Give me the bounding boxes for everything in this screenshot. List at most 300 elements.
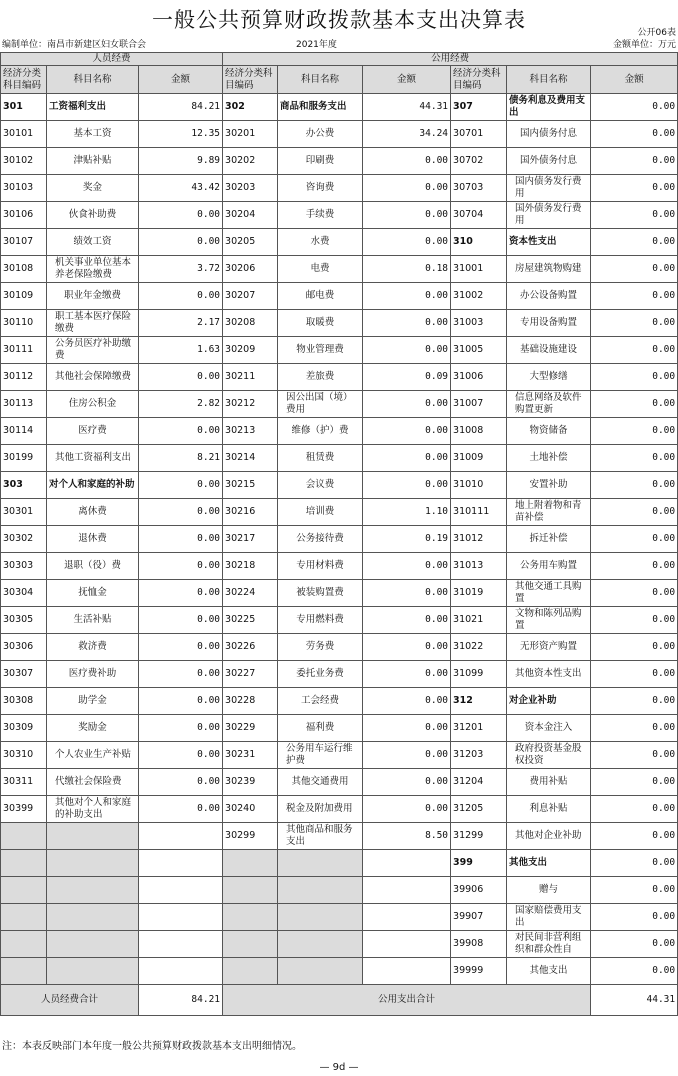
account-name: 职工基本医疗保险缴费 — [47, 310, 139, 337]
table-row — [1, 607, 678, 634]
page-title: 一般公共预算财政拨款基本支出决算表 — [152, 8, 526, 32]
amount: 0.00 — [363, 769, 451, 796]
amount: 0.00 — [591, 823, 678, 850]
amount: 0.00 — [591, 877, 678, 904]
header-name: 科目名称 — [278, 66, 363, 94]
amount: 0.00 — [363, 661, 451, 688]
amount: 0.00 — [139, 418, 223, 445]
account-code: 30308 — [1, 688, 47, 715]
amount: 0.00 — [363, 229, 451, 256]
amount: 0.00 — [363, 742, 451, 769]
account-code: 30213 — [223, 418, 278, 445]
amount: 0.00 — [591, 256, 678, 283]
account-name: 工会经费 — [278, 688, 363, 715]
table-row — [1, 283, 678, 310]
amount: 0.00 — [363, 580, 451, 607]
personnel-total-amount: 84.21 — [139, 985, 223, 1016]
account-code: 301 — [1, 94, 47, 121]
amount: 0.00 — [139, 769, 223, 796]
amount: 0.00 — [591, 202, 678, 229]
amount: 0.00 — [591, 634, 678, 661]
account-name: 国外债务发行费用 — [507, 202, 591, 229]
amount: 0.00 — [363, 148, 451, 175]
account-name: 津贴补贴 — [47, 148, 139, 175]
account-name: 劳务费 — [278, 634, 363, 661]
table-row — [1, 202, 678, 229]
account-code: 30114 — [1, 418, 47, 445]
amount: 0.00 — [139, 580, 223, 607]
account-name: 其他对企业补助 — [507, 823, 591, 850]
account-code: 30112 — [1, 364, 47, 391]
amount — [363, 904, 451, 931]
account-name: 办公设备购置 — [507, 283, 591, 310]
account-name: 公务用车购置 — [507, 553, 591, 580]
currency-unit: 金额单位：万元 — [612, 40, 676, 50]
amount: 0.00 — [591, 499, 678, 526]
amount: 1.63 — [139, 337, 223, 364]
account-code: 31010 — [451, 472, 507, 499]
account-code — [1, 904, 47, 931]
table-row — [1, 256, 678, 283]
account-name: 电费 — [278, 256, 363, 283]
account-name: 其他支出 — [507, 958, 591, 985]
account-name: 利息补贴 — [507, 796, 591, 823]
amount: 0.00 — [591, 121, 678, 148]
amount — [363, 958, 451, 985]
account-name: 其他商品和服务支出 — [278, 823, 363, 850]
amount — [363, 931, 451, 958]
account-name — [278, 958, 363, 985]
account-name: 公务接待费 — [278, 526, 363, 553]
amount: 0.00 — [591, 229, 678, 256]
table-row — [1, 526, 678, 553]
account-code: 31006 — [451, 364, 507, 391]
amount: 0.00 — [363, 715, 451, 742]
account-code: 30199 — [1, 445, 47, 472]
account-code: 31022 — [451, 634, 507, 661]
table-row — [1, 472, 678, 499]
amount: 0.00 — [139, 796, 223, 823]
account-code: 31001 — [451, 256, 507, 283]
amount: 0.00 — [363, 445, 451, 472]
account-name — [278, 904, 363, 931]
amount: 9.89 — [139, 148, 223, 175]
account-code: 30201 — [223, 121, 278, 148]
account-name: 无形资产购置 — [507, 634, 591, 661]
account-name: 物资储备 — [507, 418, 591, 445]
account-code: 31005 — [451, 337, 507, 364]
amount: 0.00 — [591, 715, 678, 742]
amount: 3.72 — [139, 256, 223, 283]
account-code — [1, 823, 47, 850]
amount: 0.00 — [139, 364, 223, 391]
table-row — [1, 121, 678, 148]
account-name: 会议费 — [278, 472, 363, 499]
amount: 0.00 — [139, 715, 223, 742]
account-name: 奖金 — [47, 175, 139, 202]
account-code: 31299 — [451, 823, 507, 850]
account-code: 31204 — [451, 769, 507, 796]
account-name: 取暖费 — [278, 310, 363, 337]
account-name — [47, 958, 139, 985]
amount: 0.00 — [363, 310, 451, 337]
account-code: 30229 — [223, 715, 278, 742]
account-code: 30113 — [1, 391, 47, 418]
account-code: 30309 — [1, 715, 47, 742]
amount: 0.00 — [591, 958, 678, 985]
amount: 0.00 — [591, 391, 678, 418]
account-name: 被装购置费 — [278, 580, 363, 607]
account-code: 30106 — [1, 202, 47, 229]
header-code: 经济分类科目编码 — [223, 66, 278, 94]
account-code: 30306 — [1, 634, 47, 661]
account-code: 30209 — [223, 337, 278, 364]
account-name: 国外债务付息 — [507, 148, 591, 175]
table-row — [1, 931, 678, 958]
account-code: 30226 — [223, 634, 278, 661]
amount: 0.09 — [363, 364, 451, 391]
account-code: 30212 — [223, 391, 278, 418]
account-name: 其他工资福利支出 — [47, 445, 139, 472]
account-code: 30108 — [1, 256, 47, 283]
table-row — [1, 391, 678, 418]
amount: 0.00 — [139, 472, 223, 499]
account-name: 租赁费 — [278, 445, 363, 472]
amount: 0.00 — [591, 364, 678, 391]
table-row — [1, 310, 678, 337]
table-row — [1, 148, 678, 175]
amount: 0.00 — [139, 526, 223, 553]
account-name — [278, 850, 363, 877]
account-code: 307 — [451, 94, 507, 121]
amount: 0.00 — [591, 742, 678, 769]
amount — [363, 877, 451, 904]
header-row — [1, 66, 678, 94]
account-code — [223, 931, 278, 958]
account-code: 30214 — [223, 445, 278, 472]
account-name: 住房公积金 — [47, 391, 139, 418]
account-name: 奖励金 — [47, 715, 139, 742]
amount: 0.18 — [363, 256, 451, 283]
table-row — [1, 229, 678, 256]
account-name: 其他交通费用 — [278, 769, 363, 796]
amount: 0.00 — [363, 796, 451, 823]
amount: 0.00 — [363, 688, 451, 715]
account-name: 赠与 — [507, 877, 591, 904]
page-number: — 9d — — [319, 1062, 359, 1073]
account-code: 30310 — [1, 742, 47, 769]
account-name — [278, 931, 363, 958]
account-name: 退休费 — [47, 526, 139, 553]
header-name: 科目名称 — [47, 66, 139, 94]
amount: 0.00 — [591, 148, 678, 175]
account-name: 公务用车运行维护费 — [278, 742, 363, 769]
account-name: 个人农业生产补贴 — [47, 742, 139, 769]
header-amount: 金额 — [363, 66, 451, 94]
account-code: 39908 — [451, 931, 507, 958]
account-name: 职业年金缴费 — [47, 283, 139, 310]
account-name: 邮电费 — [278, 283, 363, 310]
account-name: 土地补偿 — [507, 445, 591, 472]
account-code: 30304 — [1, 580, 47, 607]
amount — [363, 850, 451, 877]
amount: 0.00 — [591, 850, 678, 877]
account-code: 30702 — [451, 148, 507, 175]
header-code: 经济分类科目编码 — [1, 66, 47, 94]
account-name: 因公出国（境）费用 — [278, 391, 363, 418]
account-code: 30399 — [1, 796, 47, 823]
account-name: 物业管理费 — [278, 337, 363, 364]
account-name: 维修（护）费 — [278, 418, 363, 445]
account-code: 30301 — [1, 499, 47, 526]
account-name: 对企业补助 — [507, 688, 591, 715]
amount: 0.00 — [139, 553, 223, 580]
account-code: 30228 — [223, 688, 278, 715]
account-code: 30302 — [1, 526, 47, 553]
amount: 0.00 — [591, 445, 678, 472]
amount: 1.10 — [363, 499, 451, 526]
account-code: 30204 — [223, 202, 278, 229]
account-code: 302 — [223, 94, 278, 121]
amount: 0.00 — [363, 607, 451, 634]
account-code: 30703 — [451, 175, 507, 202]
table-row — [1, 796, 678, 823]
amount: 44.31 — [363, 94, 451, 121]
table-row — [1, 634, 678, 661]
amount: 8.21 — [139, 445, 223, 472]
amount: 0.00 — [591, 688, 678, 715]
amount — [139, 877, 223, 904]
header-code: 经济分类科目编码 — [451, 66, 507, 94]
account-code: 30103 — [1, 175, 47, 202]
account-code: 30101 — [1, 121, 47, 148]
section-personnel: 人员经费 — [1, 53, 223, 66]
amount — [139, 850, 223, 877]
account-name: 专用设备购置 — [507, 310, 591, 337]
account-code: 31203 — [451, 742, 507, 769]
public-total-amount: 44.31 — [591, 985, 678, 1016]
account-code: 30704 — [451, 202, 507, 229]
account-code: 31003 — [451, 310, 507, 337]
table-row — [1, 850, 678, 877]
account-name: 债务利息及费用支出 — [507, 94, 591, 121]
amount: 0.00 — [363, 337, 451, 364]
amount: 0.00 — [591, 175, 678, 202]
amount: 84.21 — [139, 94, 223, 121]
account-code: 30701 — [451, 121, 507, 148]
account-name: 退职（役）费 — [47, 553, 139, 580]
account-code: 31019 — [451, 580, 507, 607]
account-code: 30102 — [1, 148, 47, 175]
table-row — [1, 94, 678, 121]
account-code: 30211 — [223, 364, 278, 391]
account-code: 399 — [451, 850, 507, 877]
account-name — [47, 877, 139, 904]
account-code: 30109 — [1, 283, 47, 310]
amount: 0.00 — [363, 472, 451, 499]
account-name: 机关事业单位基本养老保险缴费 — [47, 256, 139, 283]
account-name — [47, 904, 139, 931]
account-code: 310 — [451, 229, 507, 256]
amount: 0.00 — [363, 391, 451, 418]
account-code — [1, 877, 47, 904]
totals-row — [1, 985, 678, 1016]
account-name: 专用材料费 — [278, 553, 363, 580]
account-name: 安置补助 — [507, 472, 591, 499]
table-row — [1, 364, 678, 391]
account-name: 委托业务费 — [278, 661, 363, 688]
account-name: 信息网络及软件购置更新 — [507, 391, 591, 418]
account-name: 救济费 — [47, 634, 139, 661]
account-code: 30307 — [1, 661, 47, 688]
expenditure-table — [0, 52, 678, 1016]
account-code: 30231 — [223, 742, 278, 769]
account-code: 31013 — [451, 553, 507, 580]
account-code: 30218 — [223, 553, 278, 580]
account-name: 其他交通工具购置 — [507, 580, 591, 607]
account-code: 30303 — [1, 553, 47, 580]
account-name: 办公费 — [278, 121, 363, 148]
amount: 0.00 — [139, 688, 223, 715]
account-code: 30240 — [223, 796, 278, 823]
account-code: 30203 — [223, 175, 278, 202]
amount: 0.00 — [591, 310, 678, 337]
account-name: 离休费 — [47, 499, 139, 526]
amount: 0.00 — [139, 202, 223, 229]
account-name: 国内债务付息 — [507, 121, 591, 148]
account-code: 30207 — [223, 283, 278, 310]
footnote: 注：本表反映部门本年度一般公共预算财政拨款基本支出明细情况。 — [2, 1041, 302, 1052]
account-name: 其他支出 — [507, 850, 591, 877]
account-code: 30205 — [223, 229, 278, 256]
account-name: 工资福利支出 — [47, 94, 139, 121]
account-name: 商品和服务支出 — [278, 94, 363, 121]
account-name: 伙食补助费 — [47, 202, 139, 229]
account-name: 生活补贴 — [47, 607, 139, 634]
amount: 0.00 — [591, 661, 678, 688]
amount: 2.82 — [139, 391, 223, 418]
table-row — [1, 877, 678, 904]
account-code — [223, 958, 278, 985]
amount: 0.00 — [139, 283, 223, 310]
account-name — [278, 877, 363, 904]
account-code: 30110 — [1, 310, 47, 337]
account-name: 其他对个人和家庭的补助支出 — [47, 796, 139, 823]
table-row — [1, 715, 678, 742]
account-code: 30216 — [223, 499, 278, 526]
account-code: 30217 — [223, 526, 278, 553]
account-code: 30202 — [223, 148, 278, 175]
table-row — [1, 553, 678, 580]
account-name — [47, 823, 139, 850]
account-code: 30107 — [1, 229, 47, 256]
amount: 0.00 — [591, 526, 678, 553]
account-code: 30206 — [223, 256, 278, 283]
account-name: 对个人和家庭的补助 — [47, 472, 139, 499]
amount — [139, 904, 223, 931]
account-name: 其他资本性支出 — [507, 661, 591, 688]
account-code: 31012 — [451, 526, 507, 553]
account-code: 30227 — [223, 661, 278, 688]
account-code: 31009 — [451, 445, 507, 472]
account-code: 30305 — [1, 607, 47, 634]
amount: 0.00 — [363, 418, 451, 445]
amount: 0.00 — [591, 283, 678, 310]
account-name: 培训费 — [278, 499, 363, 526]
amount: 0.00 — [591, 796, 678, 823]
amount: 0.00 — [139, 634, 223, 661]
account-name: 手续费 — [278, 202, 363, 229]
account-name: 绩效工资 — [47, 229, 139, 256]
account-code — [1, 931, 47, 958]
amount: 0.00 — [363, 175, 451, 202]
account-name: 大型修缮 — [507, 364, 591, 391]
account-name: 房屋建筑物购建 — [507, 256, 591, 283]
amount: 34.24 — [363, 121, 451, 148]
compiling-unit: 编制单位：南昌市新建区妇女联合会 — [2, 40, 147, 50]
account-name: 资本性支出 — [507, 229, 591, 256]
account-code — [223, 904, 278, 931]
amount: 0.00 — [591, 337, 678, 364]
amount: 0.00 — [591, 94, 678, 121]
account-code: 30208 — [223, 310, 278, 337]
amount: 8.50 — [363, 823, 451, 850]
account-code: 39906 — [451, 877, 507, 904]
table-row — [1, 175, 678, 202]
account-code: 312 — [451, 688, 507, 715]
account-name: 助学金 — [47, 688, 139, 715]
table-row — [1, 904, 678, 931]
amount: 0.00 — [591, 472, 678, 499]
account-code: 30224 — [223, 580, 278, 607]
account-code: 30111 — [1, 337, 47, 364]
personnel-total-label: 人员经费合计 — [1, 985, 139, 1016]
account-name: 抚恤金 — [47, 580, 139, 607]
amount — [139, 958, 223, 985]
account-name: 拆迁补偿 — [507, 526, 591, 553]
account-name: 医疗费补助 — [47, 661, 139, 688]
section-public: 公用经费 — [223, 53, 678, 66]
account-name: 印刷费 — [278, 148, 363, 175]
amount: 0.00 — [591, 607, 678, 634]
amount: 0.00 — [139, 607, 223, 634]
account-name: 国内债务发行费用 — [507, 175, 591, 202]
account-name: 差旅费 — [278, 364, 363, 391]
amount — [139, 931, 223, 958]
table-row — [1, 958, 678, 985]
account-code: 310111 — [451, 499, 507, 526]
account-code — [1, 958, 47, 985]
amount: 12.35 — [139, 121, 223, 148]
account-code — [223, 850, 278, 877]
table-row — [1, 661, 678, 688]
account-code: 30299 — [223, 823, 278, 850]
account-name: 咨询费 — [278, 175, 363, 202]
account-code: 31201 — [451, 715, 507, 742]
account-code: 39999 — [451, 958, 507, 985]
account-code: 31007 — [451, 391, 507, 418]
account-name: 资本金注入 — [507, 715, 591, 742]
account-code: 31008 — [451, 418, 507, 445]
account-code: 31002 — [451, 283, 507, 310]
table-row — [1, 337, 678, 364]
amount: 43.42 — [139, 175, 223, 202]
amount: 0.00 — [591, 769, 678, 796]
account-name: 公务员医疗补助缴费 — [47, 337, 139, 364]
amount: 0.00 — [591, 418, 678, 445]
account-name: 国家赔偿费用支出 — [507, 904, 591, 931]
table-row — [1, 769, 678, 796]
